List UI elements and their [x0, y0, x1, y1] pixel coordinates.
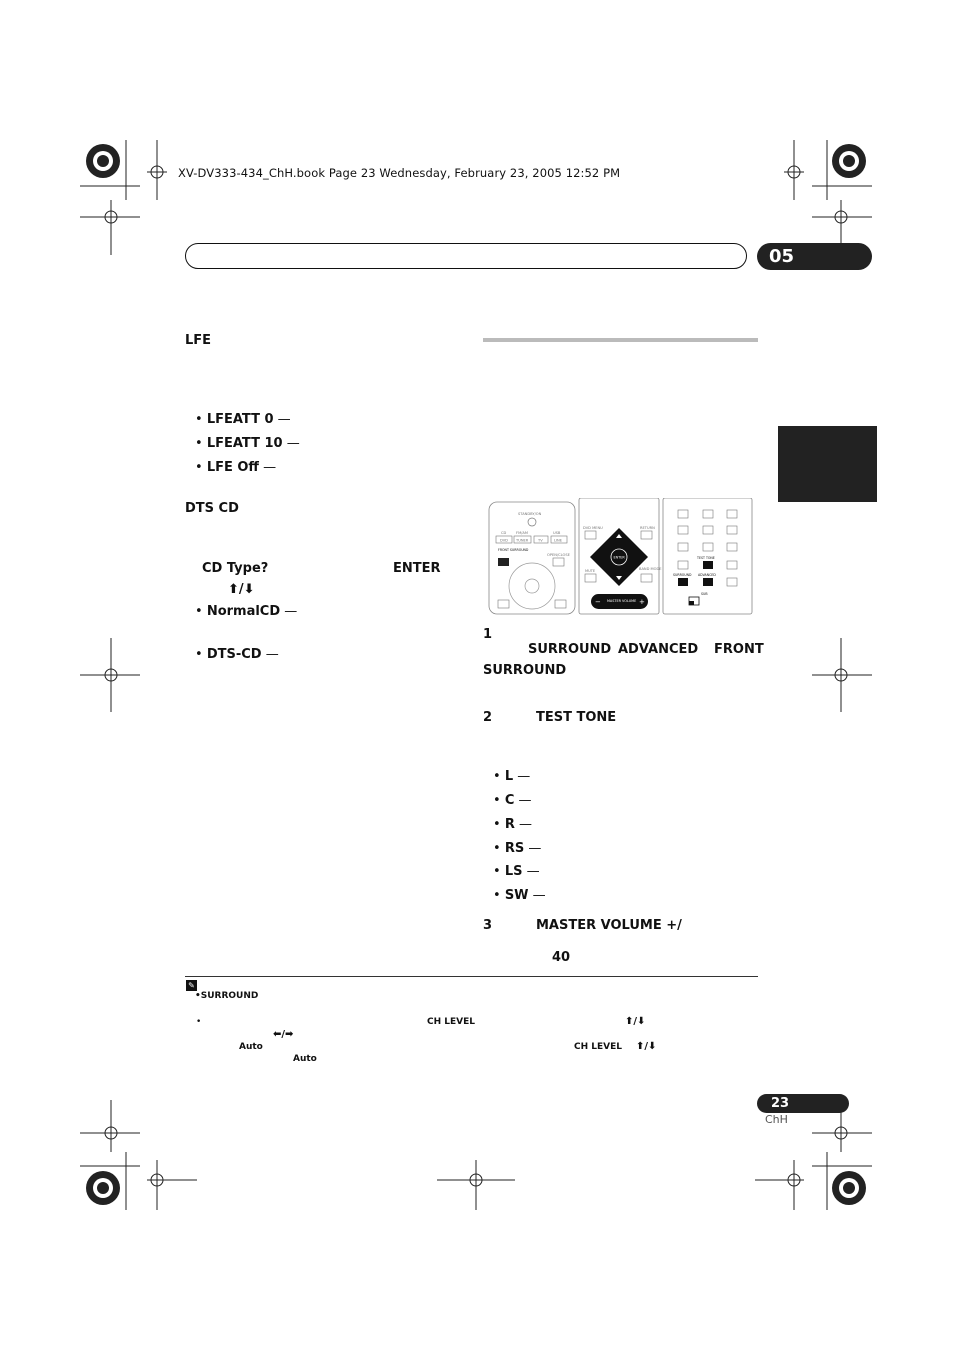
- list-item: • R —: [493, 817, 532, 832]
- note-ch-level-2: CH LEVEL: [574, 1042, 623, 1052]
- surround-label: SURROUND: [673, 573, 692, 577]
- open-close-label: OPEN/CLOSE: [547, 553, 570, 557]
- advanced-label: ADVANCED: [698, 573, 716, 577]
- note-left-right: ⬅/➡: [273, 1029, 294, 1040]
- channel-label: L: [504, 769, 514, 784]
- band-mode-label: BAND MODE: [639, 567, 662, 571]
- book-header-line: XV-DV333-434_ChH.book Page 23 Wednesday, February 23, 2005 12:52 PM: [178, 166, 621, 180]
- mid-right-mark: [812, 638, 872, 712]
- line-label: LINE: [554, 538, 563, 543]
- dash: —: [518, 817, 532, 832]
- top-left-marks: [80, 140, 167, 255]
- list-item: • SW —: [493, 888, 546, 903]
- step-1-advanced: ADVANCED: [618, 642, 699, 657]
- fm-am-label: FM/AM: [516, 531, 528, 535]
- list-item: • NormalCD —: [195, 604, 298, 619]
- dash: —: [518, 793, 532, 808]
- channel-label: LS: [504, 864, 523, 879]
- cd-item-label: NormalCD: [206, 604, 281, 619]
- note-pencil-icon: ✎: [186, 980, 197, 991]
- mid-left-mark: [80, 638, 140, 712]
- lfe-item-label: LFEATT 10: [206, 436, 283, 451]
- list-item: • LFEATT 0 —: [195, 412, 291, 427]
- dash: —: [284, 604, 298, 619]
- lfe-item-label: LFEATT 0: [206, 412, 274, 427]
- volume-minus-label: −: [595, 598, 601, 606]
- mute-label: MUTE: [585, 569, 596, 573]
- front-surround-label: FRONT SURROUND: [498, 548, 529, 552]
- dts-cd-heading: DTS CD: [185, 501, 239, 516]
- step-3-master-volume: MASTER VOLUME +/: [536, 918, 682, 933]
- chapter-number-tab: 05: [757, 243, 872, 270]
- list-item: • L —: [493, 769, 531, 784]
- note-rule: [185, 976, 758, 977]
- list-item: • C —: [493, 793, 532, 808]
- step-1-surround: SURROUND: [528, 642, 612, 657]
- note-auto: Auto: [239, 1042, 263, 1052]
- dash: —: [265, 647, 279, 662]
- dash: —: [528, 841, 542, 856]
- list-item: • LS —: [493, 864, 540, 879]
- dash: —: [263, 460, 277, 475]
- list-item: • LFE Off —: [195, 460, 277, 475]
- dvd-menu-label: DVD MENU: [583, 526, 603, 530]
- list-item: • DTS-CD —: [195, 647, 279, 662]
- lfe-heading: LFE: [185, 333, 212, 348]
- top-right-marks: [784, 140, 872, 255]
- dash: —: [532, 888, 546, 903]
- note-auto-2: Auto: [293, 1054, 317, 1064]
- chapter-title-bar: [185, 243, 747, 269]
- volume-plus-label: +: [639, 598, 645, 606]
- dash: —: [517, 769, 531, 784]
- step-3-value: 40: [552, 950, 571, 965]
- master-volume-button-label: MASTER VOLUME: [607, 599, 637, 603]
- bottom-center-mark: [437, 1160, 515, 1210]
- note-surround: •SURROUND: [195, 991, 259, 1001]
- bottom-left-marks: [80, 1100, 197, 1210]
- channel-label: R: [504, 817, 515, 832]
- usb-label: USB: [553, 531, 561, 535]
- standby-label: STANDBY/ON: [518, 512, 542, 516]
- cd-label: CD: [501, 531, 507, 535]
- enter-label: ENTER: [393, 561, 441, 576]
- step-2-number: 2: [483, 710, 493, 725]
- section-rule: [483, 338, 758, 342]
- list-item: • RS —: [493, 841, 542, 856]
- dash: —: [286, 436, 300, 451]
- channel-label: SW: [504, 888, 529, 903]
- channel-label: C: [504, 793, 515, 808]
- step-1-front: FRONT: [714, 642, 764, 657]
- cd-item-label: DTS-CD: [206, 647, 262, 662]
- note-up-down-2: ⬆/⬇: [636, 1041, 657, 1052]
- up-down-arrows: ⬆/⬇: [228, 582, 255, 597]
- sub-label: SUB: [701, 592, 708, 596]
- note-up-down: ⬆/⬇: [625, 1016, 646, 1027]
- dvd-label: DVD: [500, 538, 508, 543]
- remote-control-illustration: [483, 498, 758, 615]
- step-1-surround-2: SURROUND: [483, 663, 567, 678]
- cd-type-label: CD Type?: [202, 561, 269, 576]
- list-item: • LFEATT 10 —: [195, 436, 300, 451]
- dash: —: [526, 864, 540, 879]
- note-bullet: •: [196, 1017, 202, 1027]
- return-label: RETURN: [640, 526, 655, 530]
- page-number-tab: 23: [757, 1094, 849, 1113]
- step-3-number: 3: [483, 918, 493, 933]
- lfe-item-label: LFE Off: [206, 460, 259, 475]
- page-language-code: ChH: [765, 1113, 788, 1126]
- tuner-label: TUNER: [516, 538, 529, 543]
- dash: —: [277, 412, 291, 427]
- note-ch-level: CH LEVEL: [427, 1017, 476, 1027]
- tv-label: TV: [538, 538, 543, 543]
- step-2-test-tone: TEST TONE: [536, 710, 617, 725]
- language-side-tab: [778, 426, 877, 502]
- channel-label: RS: [504, 841, 525, 856]
- test-tone-label: TEST TONE: [697, 556, 715, 560]
- enter-button-label: ENTER: [613, 555, 625, 560]
- step-1-number: 1: [483, 627, 493, 642]
